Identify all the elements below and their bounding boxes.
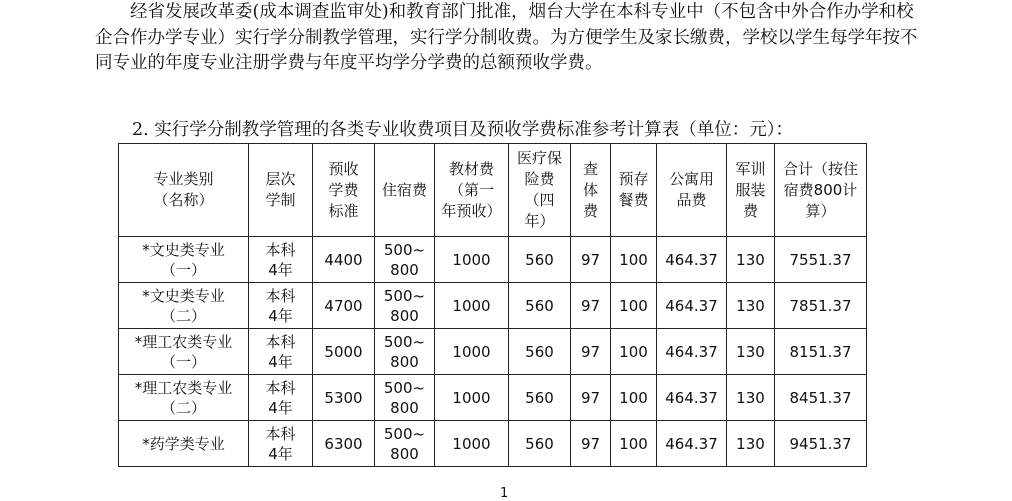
header-total: 合计（按住 宿费800计 算）	[775, 144, 867, 237]
cell-dorm-supplies: 464.37	[657, 329, 727, 375]
table-row	[119, 237, 867, 283]
cell-accommodation: 500~ 800	[375, 375, 435, 421]
cell-meal-deposit: 100	[611, 237, 657, 283]
cell-category: *文史类专业 （一）	[119, 237, 249, 283]
cell-total: 8151.37	[775, 329, 867, 375]
cell-tuition: 6300	[313, 421, 375, 467]
cell-accommodation: 500~ 800	[375, 283, 435, 329]
cell-textbook: 1000	[435, 329, 509, 375]
cell-physical-exam: 97	[571, 237, 611, 283]
cell-dorm-supplies: 464.37	[657, 283, 727, 329]
page-number: 1	[500, 486, 509, 501]
header-tuition: 预收 学费 标准	[313, 144, 375, 237]
cell-accommodation: 500~ 800	[375, 421, 435, 467]
cell-dorm-supplies: 464.37	[657, 237, 727, 283]
header-textbook: 教材费 （第一 年预收）	[435, 144, 509, 237]
cell-level: 本科 4年	[249, 329, 313, 375]
cell-accommodation: 500~ 800	[375, 237, 435, 283]
cell-uniform: 130	[727, 375, 775, 421]
cell-dorm-supplies: 464.37	[657, 375, 727, 421]
cell-tuition: 5000	[313, 329, 375, 375]
header-level: 层次 学制	[249, 144, 313, 237]
table-row	[119, 329, 867, 375]
header-insurance: 医疗保 险费 （四 年）	[509, 144, 571, 237]
cell-total: 7851.37	[775, 283, 867, 329]
table-caption: 2. 实行学分制教学管理的各类专业收费项目及预收学费标准参考计算表（单位：元）：	[132, 120, 794, 140]
cell-physical-exam: 97	[571, 329, 611, 375]
header-accommodation: 住宿费	[375, 144, 435, 237]
cell-uniform: 130	[727, 421, 775, 467]
table-row	[119, 421, 867, 467]
cell-category: *文史类专业 （二）	[119, 283, 249, 329]
cell-insurance: 560	[509, 283, 571, 329]
cell-insurance: 560	[509, 421, 571, 467]
cell-textbook: 1000	[435, 375, 509, 421]
cell-total: 8451.37	[775, 375, 867, 421]
cell-level: 本科 4年	[249, 283, 313, 329]
cell-textbook: 1000	[435, 283, 509, 329]
cell-meal-deposit: 100	[611, 283, 657, 329]
cell-total: 7551.37	[775, 237, 867, 283]
cell-meal-deposit: 100	[611, 421, 657, 467]
table-header-row	[119, 144, 867, 237]
cell-physical-exam: 97	[571, 421, 611, 467]
cell-category: *理工农类专业 （一）	[119, 329, 249, 375]
cell-level: 本科 4年	[249, 375, 313, 421]
cell-insurance: 560	[509, 375, 571, 421]
cell-meal-deposit: 100	[611, 329, 657, 375]
header-dorm-supplies: 公寓用 品费	[657, 144, 727, 237]
cell-tuition: 4700	[313, 283, 375, 329]
cell-tuition: 5300	[313, 375, 375, 421]
cell-accommodation: 500~ 800	[375, 329, 435, 375]
header-physical-exam: 查 体 费	[571, 144, 611, 237]
cell-meal-deposit: 100	[611, 375, 657, 421]
table-row	[119, 375, 867, 421]
cell-physical-exam: 97	[571, 283, 611, 329]
header-meal-deposit: 预存 餐费	[611, 144, 657, 237]
cell-level: 本科 4年	[249, 421, 313, 467]
table-row	[119, 283, 867, 329]
cell-insurance: 560	[509, 329, 571, 375]
cell-category: *药学类专业	[119, 421, 249, 467]
intro-paragraph: 经省发展改革委(成本调查监审处)和教育部门批准，烟台大学在本科专业中（不包含中外合作办学和校企合作办学专业）实行学分制教学管理，实行学分制收费。为方便学生及家长缴费，学校以学生每学年按不同专业的年度专业注册学费与年度平均学分学费的总额预收学费。	[95, 2, 918, 73]
header-uniform: 军训 服装 费	[727, 144, 775, 237]
cell-textbook: 1000	[435, 237, 509, 283]
cell-textbook: 1000	[435, 421, 509, 467]
cell-total: 9451.37	[775, 421, 867, 467]
cell-level: 本科 4年	[249, 237, 313, 283]
cell-insurance: 560	[509, 237, 571, 283]
header-category: 专业类别 （名称）	[119, 144, 249, 237]
cell-dorm-supplies: 464.37	[657, 421, 727, 467]
cell-physical-exam: 97	[571, 375, 611, 421]
cell-uniform: 130	[727, 329, 775, 375]
cell-category: *理工农类专业 （二）	[119, 375, 249, 421]
cell-uniform: 130	[727, 283, 775, 329]
cell-uniform: 130	[727, 237, 775, 283]
fee-table	[118, 143, 867, 467]
cell-tuition: 4400	[313, 237, 375, 283]
